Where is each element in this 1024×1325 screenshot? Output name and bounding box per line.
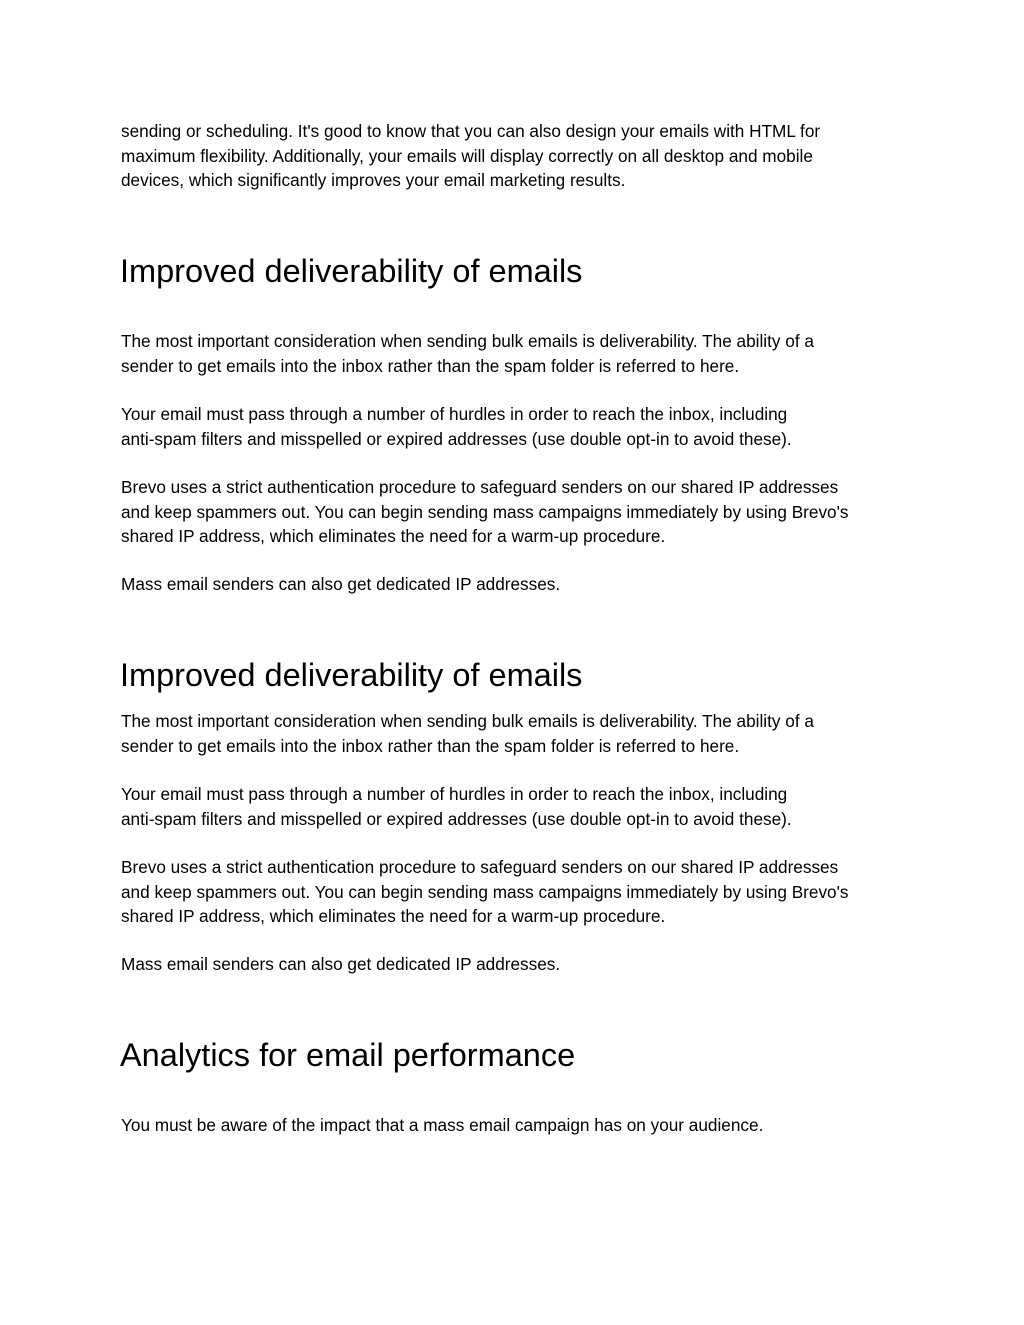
paragraph	[121, 1113, 911, 1138]
section-heading: Analytics for email performance	[120, 1037, 576, 1073]
paragraph	[121, 572, 911, 597]
text-line: devices, which significantly improves your email marketing results.	[121, 170, 626, 190]
paragraph	[121, 782, 911, 831]
paragraph	[121, 855, 911, 929]
text-line: Your email must pass through a number of hurdles in order to reach the inbox, including	[121, 784, 788, 804]
paragraph	[121, 402, 911, 451]
paragraph	[121, 329, 911, 378]
text-line: maximum flexibility. Additionally, your emails will display correctly on all desktop and mobile	[121, 145, 813, 166]
text-line: The most important consideration when sending bulk emails is deliverability. The ability of a	[121, 711, 814, 731]
text-line: The most important consideration when sending bulk emails is deliverability. The ability of a	[121, 331, 814, 351]
text-line: anti-spam filters and misspelled or expired addresses (use double opt-in to avoid these).	[121, 428, 792, 449]
text-line: Brevo uses a strict authentication procedure to safeguard senders on our shared IP addresses	[121, 857, 839, 877]
text-line: You must be aware of the impact that a mass email campaign has on your audience.	[121, 1115, 764, 1135]
section-heading: Improved deliverability of emails	[120, 253, 583, 289]
text-line: Mass email senders can also get dedicated IP addresses.	[121, 954, 561, 974]
text-line: Mass email senders can also get dedicated IP addresses.	[121, 574, 561, 594]
text-line: sending or scheduling. It's good to know that you can also design your emails with HTML for	[121, 121, 821, 141]
text-line: Your email must pass through a number of hurdles in order to reach the inbox, including	[121, 404, 788, 424]
text-line: and keep spammers out. You can begin sending mass campaigns immediately by using Brevo's	[121, 881, 849, 902]
paragraph	[121, 952, 911, 977]
paragraph	[121, 475, 911, 549]
text-line: shared IP address, which eliminates the need for a warm-up procedure.	[121, 526, 666, 546]
text-line: shared IP address, which eliminates the need for a warm-up procedure.	[121, 906, 666, 926]
paragraph	[121, 709, 911, 758]
intro-paragraph	[121, 119, 911, 193]
text-line: and keep spammers out. You can begin sending mass campaigns immediately by using Brevo's	[121, 501, 849, 522]
text-line: sender to get emails into the inbox rather than the spam folder is referred to here.	[121, 735, 740, 756]
text-line: anti-spam filters and misspelled or expired addresses (use double opt-in to avoid these).	[121, 808, 792, 829]
text-line: sender to get emails into the inbox rather than the spam folder is referred to here.	[121, 355, 740, 376]
section-heading: Improved deliverability of emails	[120, 657, 583, 693]
text-line: Brevo uses a strict authentication procedure to safeguard senders on our shared IP addresses	[121, 477, 839, 497]
